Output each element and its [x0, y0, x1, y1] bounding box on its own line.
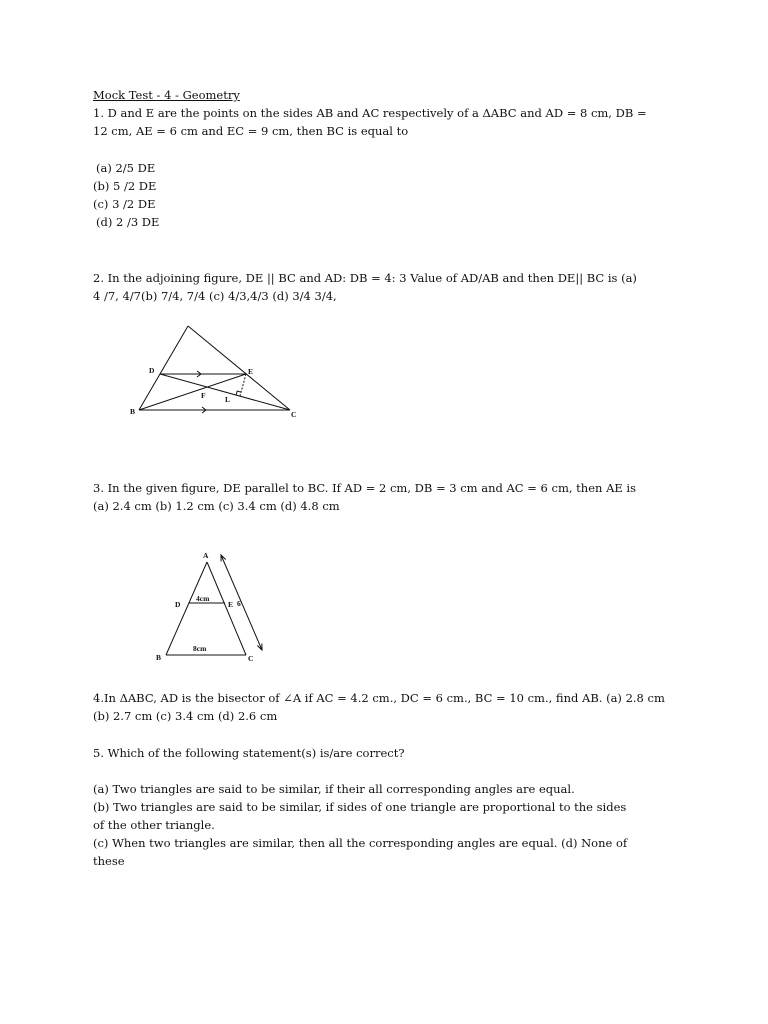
label-c: C	[248, 654, 254, 663]
q5-line-5: these	[93, 854, 125, 868]
q1-option-a: (a) 2/5 DE	[96, 161, 156, 175]
label-c: C	[291, 410, 297, 419]
q1-option-b: (b) 5 /2 DE	[93, 179, 157, 193]
q2-text-line-1: 2. In the adjoining figure, DE || BC and AD: DB = 4: 3 Value of AD/AB and then DE|| BC is (a)	[93, 271, 637, 285]
label-l: L	[225, 395, 231, 404]
q1-text-line-1: 1. D and E are the points on the sides AB and AC respectively of a ΔABC and AD = 8 cm, DB =	[93, 106, 647, 120]
q5-line-3: of the other triangle.	[93, 818, 215, 832]
q5-line-4: (c) When two triangles are similar, then all the corresponding angles are equal. (d) None of	[93, 836, 628, 850]
q2-triangle-figure	[120, 318, 305, 423]
side-ab	[166, 562, 207, 655]
q4-text-line-2: (b) 2.7 cm (c) 3.4 cm (d) 2.6 cm	[93, 709, 278, 723]
side-ab	[139, 326, 188, 410]
label-de-length: 4cm	[196, 594, 210, 603]
side-ac	[207, 562, 246, 655]
q5-line-1: (a) Two triangles are said to be similar, if their all corresponding angles are equal.	[93, 782, 575, 796]
label-b: B	[130, 407, 136, 416]
q3-triangle-figure	[150, 546, 270, 666]
q4-text-line-1: 4.In ΔABC, AD is the bisector of ∠A if AC = 4.2 cm., DC = 6 cm., BC = 10 cm., find AB. (a) 2.8 cm	[93, 691, 665, 705]
label-side-length: 6	[237, 599, 241, 608]
label-f: F	[201, 391, 206, 400]
label-a: A	[203, 551, 209, 560]
q1-option-d: (d) 2 /3 DE	[96, 215, 160, 229]
q3-text-line-1: 3. In the given figure, DE parallel to BC. If AD = 2 cm, DB = 3 cm and AC = 6 cm, then AE is	[93, 481, 637, 495]
page-title: Mock Test - 4 - Geometry	[93, 88, 240, 102]
q3-text-line-2: (a) 2.4 cm (b) 1.2 cm (c) 3.4 cm (d) 4.8 cm	[93, 499, 340, 513]
q2-text-line-2: 4 /7, 4/7(b) 7/4, 7/4 (c) 4/3,4/3 (d) 3/4 3/4,	[93, 289, 337, 303]
label-d: D	[175, 600, 181, 609]
perpendicular-el	[240, 374, 246, 396]
segment-be	[139, 374, 246, 410]
label-bc-length: 8cm	[193, 644, 207, 653]
q1-text-line-2: 12 cm, AE = 6 cm and EC = 9 cm, then BC is equal to	[93, 124, 409, 138]
q5-question: 5. Which of the following statement(s) is/are correct?	[93, 746, 405, 760]
q5-line-2: (b) Two triangles are said to be similar, if sides of one triangle are proportional to the sides	[93, 800, 627, 814]
q1-option-c: (c) 3 /2 DE	[93, 197, 156, 211]
label-e: E	[248, 367, 254, 376]
label-e: E	[228, 600, 234, 609]
label-d: D	[149, 366, 155, 375]
label-b: B	[156, 653, 162, 662]
segment-dc	[160, 374, 290, 410]
